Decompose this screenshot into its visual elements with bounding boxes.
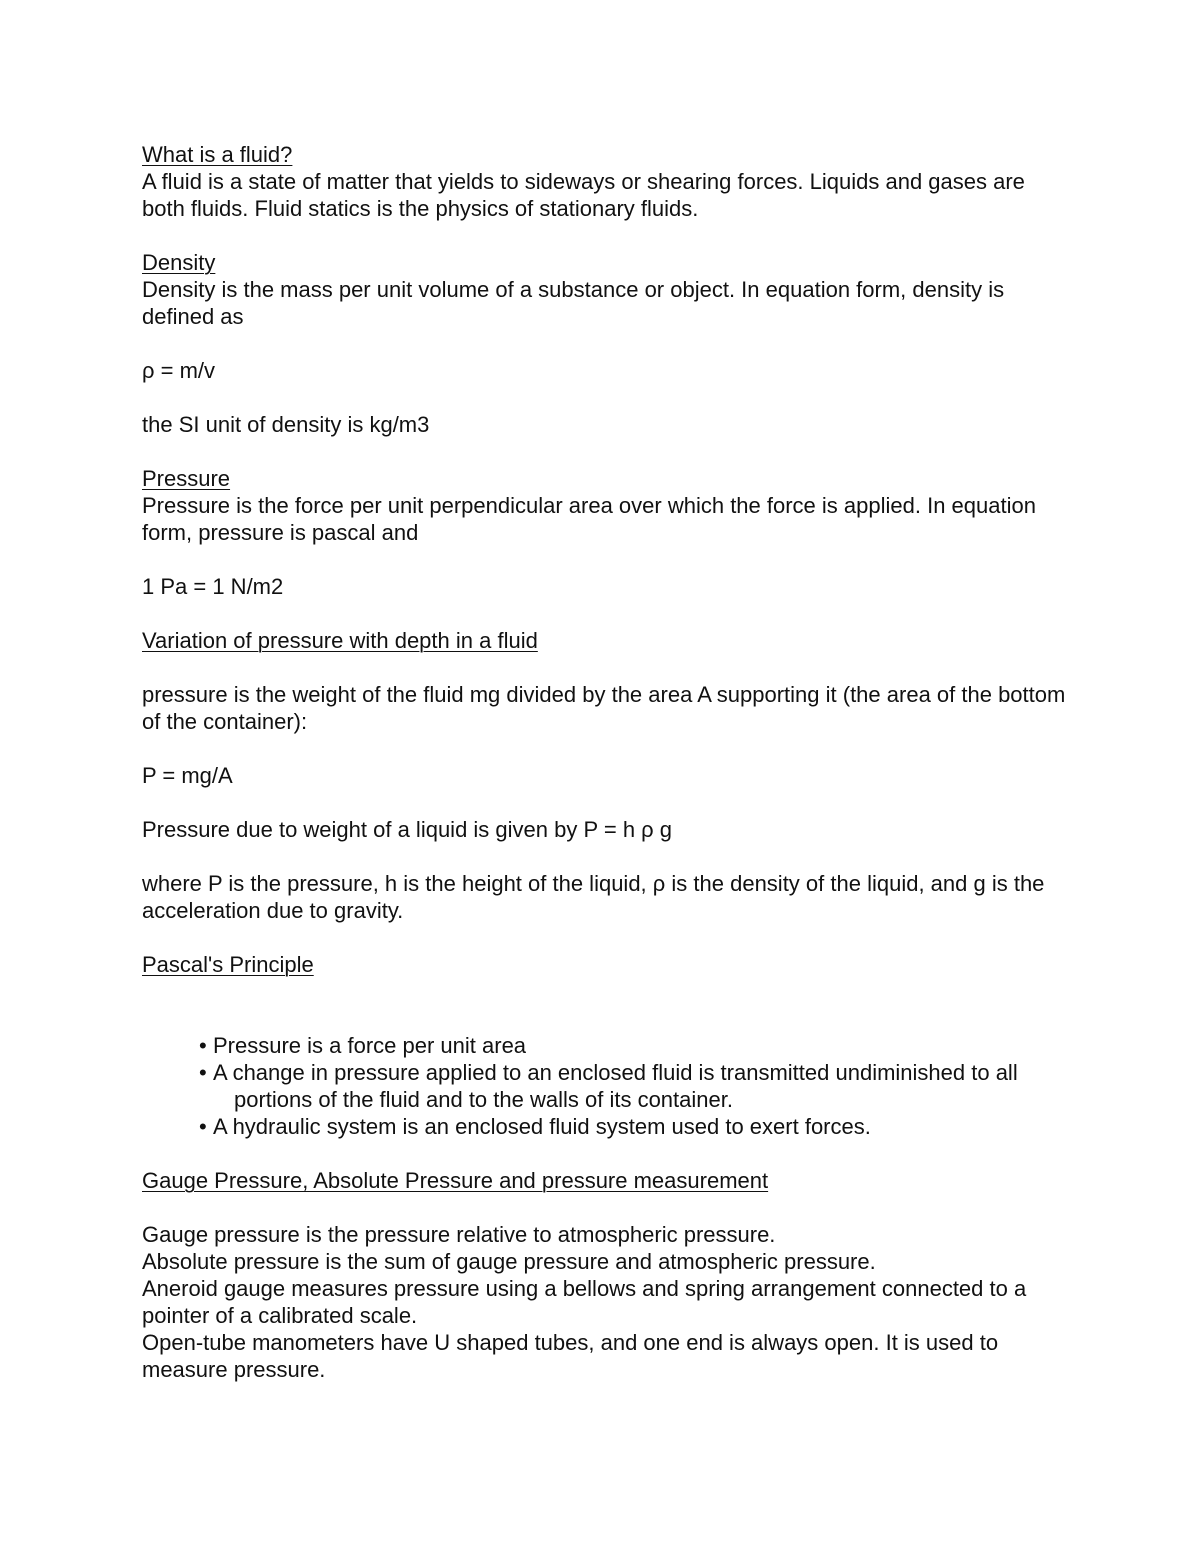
fluid-definition: A fluid is a state of matter that yields to sideways or shearing forces. Liquids and gases are both fluids. Fluid statics is the physics of stationary fluids. <box>142 169 1025 221</box>
manometer-line: Open-tube manometers have U shaped tubes, and one end is always open. It is used to measure pressure. <box>142 1330 999 1382</box>
pressure-definition: Pressure is the force per unit perpendicular area over which the force is applied. In equation form, pressure is pascal and <box>142 493 1036 545</box>
section-heading-gauge: Gauge Pressure, Absolute Pressure and pressure measurement <box>142 1168 769 1193</box>
bullet-icon: • <box>199 1060 207 1085</box>
pascal-bullet-list <box>142 1032 1072 1140</box>
variables-note: where P is the pressure, h is the height of the liquid, ρ is the density of the liquid, and g is the acceleration due to gravity. <box>142 871 1045 923</box>
variation-equation: P = mg/A <box>142 763 233 788</box>
density-equation: ρ = m/v <box>142 358 216 383</box>
liquid-pressure-note: Pressure due to weight of a liquid is given by P = h ρ g <box>142 817 673 842</box>
list-item <box>199 1032 1072 1059</box>
variation-definition: pressure is the weight of the fluid mg divided by the area A supporting it (the area of the bottom of the container): <box>142 682 1066 734</box>
bullet-icon: • <box>199 1033 207 1058</box>
gauge-pressure-line: Gauge pressure is the pressure relative to atmospheric pressure. <box>142 1222 776 1247</box>
section-heading-pascal: Pascal's Principle <box>142 952 314 977</box>
section-heading-variation: Variation of pressure with depth in a fluid <box>142 628 538 653</box>
list-item <box>199 1113 1072 1140</box>
section-heading-pressure: Pressure <box>142 466 231 491</box>
absolute-pressure-line: Absolute pressure is the sum of gauge pressure and atmospheric pressure. <box>142 1249 876 1274</box>
bullet-icon: • <box>199 1114 207 1139</box>
density-definition: Density is the mass per unit volume of a substance or object. In equation form, density is defined as <box>142 277 1005 329</box>
pressure-equation: 1 Pa = 1 N/m2 <box>142 574 284 599</box>
document-page <box>142 141 1072 1383</box>
section-heading-fluid: What is a fluid? <box>142 142 293 167</box>
density-unit-note: the SI unit of density is kg/m3 <box>142 412 430 437</box>
list-item-text: Pressure is a force per unit area <box>213 1033 527 1058</box>
aneroid-gauge-line: Aneroid gauge measures pressure using a bellows and spring arrangement connected to a pointer of a calibrated scale. <box>142 1276 1027 1328</box>
list-item-text: A change in pressure applied to an enclosed fluid is transmitted undiminished to all portions of the fluid and to the walls of its container. <box>213 1060 1018 1112</box>
list-item <box>199 1059 1072 1113</box>
list-item-text: A hydraulic system is an enclosed fluid system used to exert forces. <box>213 1114 871 1139</box>
section-heading-density: Density <box>142 250 216 275</box>
